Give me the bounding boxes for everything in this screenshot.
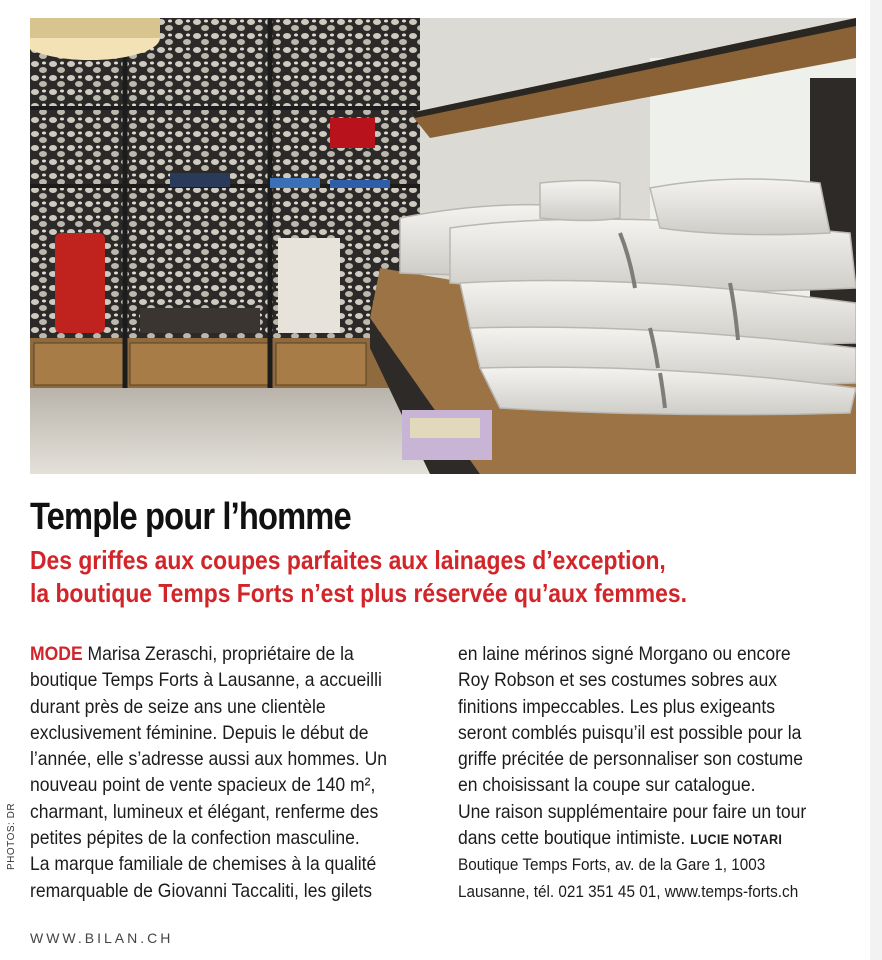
body-line: [30, 641, 390, 667]
subtitle-line: Des griffes aux coupes parfaites aux lainages d’exception,: [30, 545, 666, 575]
store-info-line: Boutique Temps Forts, av. de la Gare 1, 1003: [458, 855, 766, 875]
shirts-display-illustration: [30, 18, 856, 474]
body-text: dans cette boutique intimiste.: [458, 827, 691, 850]
body-line: La marque familiale de chemises à la qualité: [30, 853, 377, 876]
author-name: LUCIE NOTARI: [690, 831, 783, 848]
site-footer: WWW.BILAN.CH: [30, 930, 174, 946]
body-line: en laine mérinos signé Morgano ou encore: [458, 643, 791, 665]
store-info-line: Lausanne, tél. 021 351 45 01, www.temps-forts.ch: [458, 881, 799, 901]
body-line: nouveau point de vente spacieux de 140 m²,: [30, 774, 376, 797]
boutique-photo: [30, 18, 856, 474]
body-line: Roy Robson et ses costumes sobres aux: [458, 669, 777, 692]
body-line: charmant, lumineux et élégant, renferme des: [30, 800, 379, 823]
body-line: durant près de seize ans une clientèle: [30, 695, 326, 718]
photo-credit: PHOTOS: DR: [6, 802, 17, 870]
subtitle-line: la boutique Temps Forts n’est plus réservée qu’aux femmes.: [30, 578, 687, 608]
article-column-1: [30, 641, 430, 904]
body-line: petites pépites de la confection masculine.: [30, 827, 360, 850]
body-line: exclusivement féminine. Depuis le début de: [30, 721, 369, 744]
rubric-label: MODE: [30, 643, 83, 665]
body-line: Une raison supplémentaire pour faire un tour: [458, 800, 807, 823]
article-subtitle: [30, 544, 787, 610]
body-line: remarquable de Giovanni Taccaliti, les gilets: [30, 879, 373, 902]
article-title: Temple pour l’homme: [30, 496, 351, 538]
body-line: finitions impeccables. Les plus exigeants: [458, 695, 776, 718]
body-line: l’année, elle s’adresse aussi aux hommes. Un: [30, 748, 388, 771]
body-line: en choisissant la coupe sur catalogue.: [458, 774, 756, 797]
body-line: seront comblés puisqu’il est possible pour la: [458, 721, 802, 744]
body-line: boutique Temps Forts à Lausanne, a accueilli: [30, 669, 382, 692]
body-line: [458, 825, 818, 852]
body-text: Marisa Zeraschi, propriétaire de la: [82, 643, 354, 665]
body-line: griffe précitée de personnaliser son costume: [458, 748, 804, 771]
page-edge: [870, 0, 882, 960]
article-column-2: [458, 641, 858, 905]
